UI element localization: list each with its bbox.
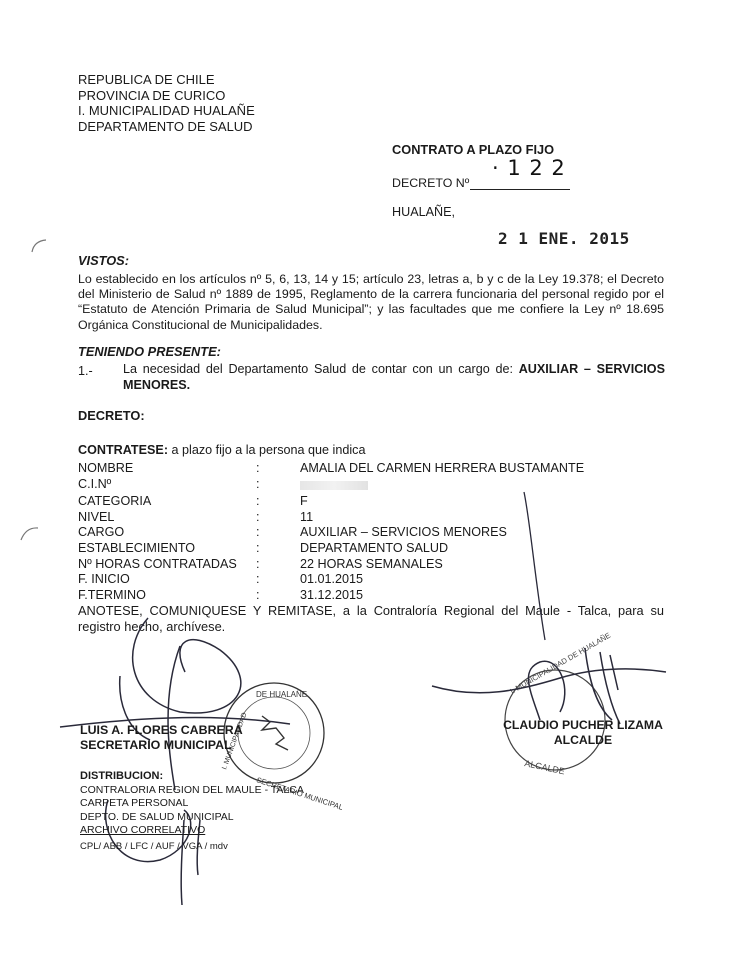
field-sep: : <box>256 540 260 555</box>
contract-title: CONTRATO A PLAZO FIJO <box>392 142 555 157</box>
field-sep: : <box>256 572 260 587</box>
field-label: NIVEL <box>78 509 115 524</box>
vistos-heading: VISTOS: <box>78 253 129 268</box>
field-value: DEPARTAMENTO SALUD <box>300 540 449 555</box>
header-line: PROVINCIA DE CURICO <box>78 87 226 103</box>
field-value: 11 <box>300 509 314 524</box>
stamp-text: I. MUNICIPALIDAD <box>221 711 249 771</box>
decreto-heading: DECRETO: <box>78 408 145 423</box>
distribution-line: CARPETA PERSONAL <box>80 797 189 810</box>
field-sep: : <box>256 476 260 491</box>
vistos-text: Lo establecido en los artículos nº 5, 6, 13, 14 y 15; artículo 23, letras a, b y c de la Ley 19.378; el Decreto del Ministerio de Salud nº 1889 de 1995, Reglamento de la carrera funcionaria del personal regido por el “Estatuto de Atención Primaria de Salud Municipal”; y las facultades que me confiere la Ley nº 18.695 Orgánica Constitucional de Municipalidades. <box>78 272 664 332</box>
field-label: NOMBRE <box>78 461 134 475</box>
mayor-signature-block <box>478 718 688 748</box>
mayor-signature-icon <box>432 648 666 724</box>
decree-number-handwritten: · 1 2 2 <box>492 156 566 180</box>
field-sep: : <box>256 525 260 540</box>
distribution-line: CONTRALORIA REGION DEL MAULE - TALCA <box>80 783 304 796</box>
field-sep: : <box>256 461 260 475</box>
field-label: C.I.Nº <box>78 476 112 491</box>
closing-text: ANOTESE, COMUNIQUESE Y REMITASE, a la Contraloría Regional del Maule - Talca, para su registro hecho, archívese. <box>78 603 664 634</box>
field-label: ESTABLECIMIENTO <box>78 540 196 555</box>
teniendo-heading: TENIENDO PRESENTE: <box>78 344 221 359</box>
contratese-label: CONTRATESE: <box>78 443 169 457</box>
field-label: Nº HORAS CONTRATADAS <box>78 556 237 571</box>
field-value: 22 HORAS SEMANALES <box>300 556 443 571</box>
field-sep: : <box>256 509 260 524</box>
field-label: CATEGORIA <box>78 494 152 509</box>
stamp-text: SECRETARIO MUNICIPAL <box>255 775 345 812</box>
distribution-line: DEPTO. DE SALUD MUNICIPAL <box>80 810 234 823</box>
field-value: F <box>300 494 308 509</box>
field-sep: : <box>256 556 260 571</box>
mayor-name: CLAUDIO PUCHER LIZAMA <box>503 718 663 732</box>
mayor-title: ALCALDE <box>553 733 613 747</box>
distribution-heading: DISTRIBUCION: <box>80 770 164 782</box>
distribution-initials: CPL/ ABB / LFC / AUF / VGA / mdv <box>80 840 228 852</box>
contratese-text: a plazo fijo a la persona que indica <box>168 443 366 457</box>
date-stamp: 2 1 ENE. 2015 <box>498 229 630 248</box>
secretary-signature-block <box>80 723 243 754</box>
field-value: AMALIA DEL CARMEN HERRERA BUSTAMANTE <box>300 461 585 475</box>
field-sep: : <box>256 587 260 602</box>
stamp-text: DE HUALAÑE <box>256 690 308 699</box>
signature-stroke-icon <box>524 492 545 640</box>
decree-label: DECRETO Nº <box>392 176 470 190</box>
teniendo-item-text: La necesidad del Departamento Salud de contar con un cargo de: <box>123 362 519 376</box>
header-line: DEPARTAMENTO DE SALUD <box>78 118 253 134</box>
distribution-block <box>80 770 304 854</box>
distribution-line: ARCHIVO CORRELATIVO <box>80 824 206 837</box>
field-label: CARGO <box>78 525 125 540</box>
teniendo-item-bold: AUXILIAR – SERVICIOS MENORES. <box>123 362 665 392</box>
city-line: HUALAÑE, <box>392 205 455 219</box>
secretary-title: SECRETARIO MUNICIPAL <box>80 738 232 753</box>
field-label: F.TERMINO <box>78 587 146 602</box>
teniendo-item-number: 1.- <box>78 364 93 378</box>
field-value: 01.01.2015 <box>300 572 364 587</box>
header-line: REPUBLICA DE CHILE <box>78 72 215 87</box>
stamp-text: I. MUNICIPALIDAD DE HUALAÑE <box>508 630 613 696</box>
header-line: I. MUNICIPALIDAD HUALAÑE <box>78 103 255 118</box>
field-sep: : <box>256 494 260 509</box>
mayor-stamp-icon <box>505 631 612 777</box>
field-value: AUXILIAR – SERVICIOS MENORES <box>300 525 507 540</box>
secretary-name: LUIS A. FLORES CABRERA <box>80 723 243 737</box>
stamp-text: ALCALDE <box>523 758 566 777</box>
field-label: F. INICIO <box>78 572 130 587</box>
secretary-signature-icon <box>60 618 290 905</box>
field-value: 31.12.2015 <box>300 587 364 602</box>
